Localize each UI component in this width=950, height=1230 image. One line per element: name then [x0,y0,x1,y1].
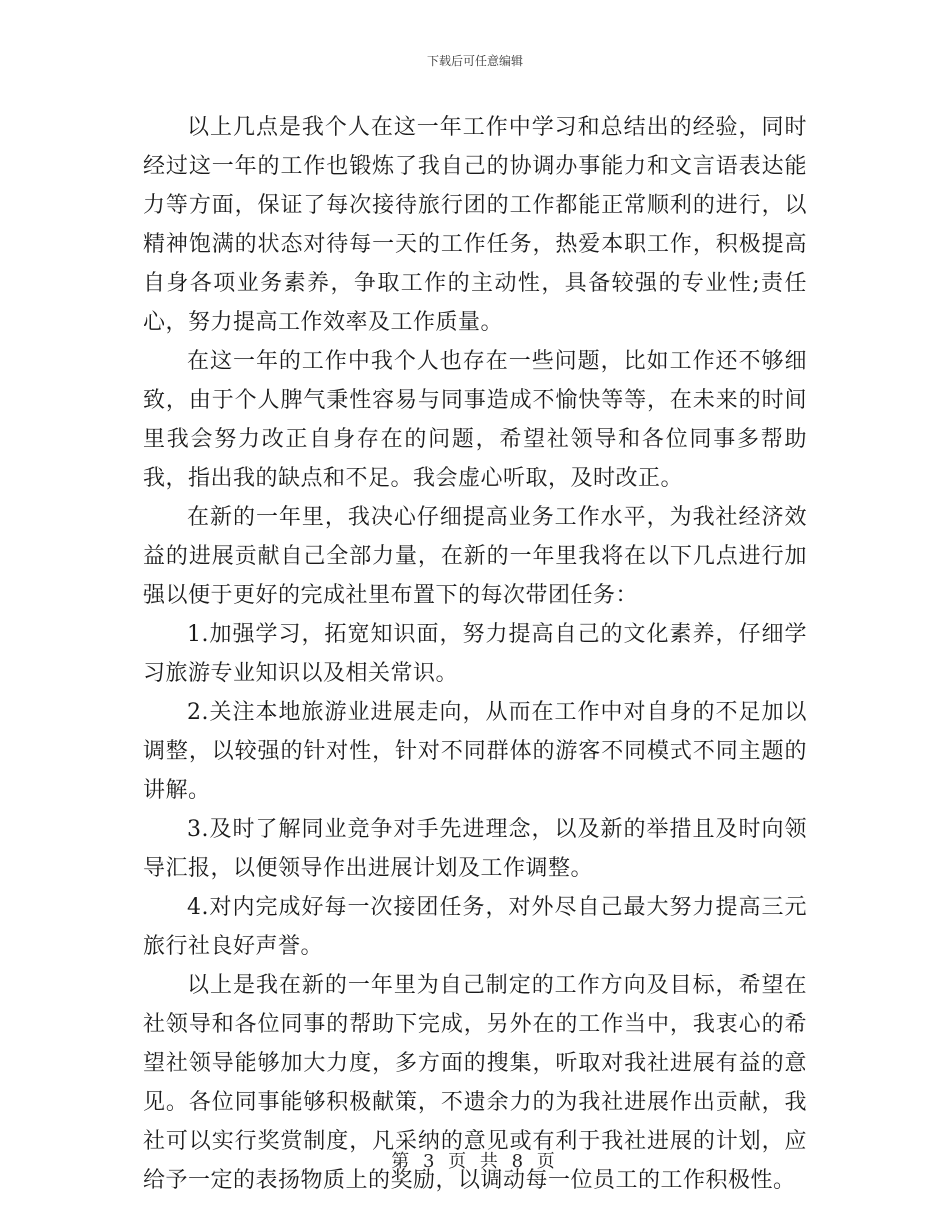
paragraph-experience-summary: 以上几点是我个人在这一年工作中学习和总结出的经验，同时经过这一年的工作也锻炼了我自己的协调办事能力和文言语表达能力等方面，保证了每次接待旅行团的工作都能正常顺利的进行，以精神饱满的状态对待每一天的工作任务，热爱本职工作，积极提高自身各项业务素养，争取工作的主动性，具备较强的专业性;责任心，努力提高工作效率及工作质量。 [143,115,807,335]
list-item-2: 2.关注本地旅游业进展走向，从而在工作中对自身的不足加以调整，以较强的针对性，针对不同群体的游客不同模式不同主题的讲解。 [143,700,807,803]
list-item-3: 3.及时了解同业竞争对手先进理念，以及新的举措且及时向领导汇报，以便领导作出进展计划及工作调整。 [143,817,807,881]
list-item-4: 4.对内完成好每一次接团任务，对外尽自己最大努力提高三元旅行社良好声誉。 [143,895,807,959]
paragraph-goals-conclusion: 以上是我在新的一年里为自己制定的工作方向及目标，希望在社领导和各位同事的帮助下完成，另外在的工作当中，我衷心的希望社领导能够加大力度，多方面的搜集，听取对我社进展有益的意见。各位同事能够积极献策，不遗余力的为我社进展作出贡献，我社可以实行奖赏制度，凡采纳的意见或有利于我社进展的计划，应给予一定的表扬物质上的奖励，以调动每一位员工的工作积极性。 [143,973,807,1193]
page-header: 下载后可任意编辑 [426,54,523,68]
document-body [143,108,807,1200]
paragraph-new-year-plan: 在新的一年里，我决心仔细提高业务工作水平，为我社经济效益的进展贡献自己全部力量，在新的一年里我将在以下几点进行加强以便于更好的完成社里布置下的每次带团任务： [143,505,807,608]
list-item-1: 1.加强学习，拓宽知识面，努力提高自己的文化素养，仔细学习旅游专业知识以及相关常识。 [143,622,807,686]
page-number-footer: 第 3 页 共 8 页 [391,1151,559,1172]
paragraph-problems: 在这一年的工作中我个人也存在一些问题，比如工作还不够细致，由于个人脾气秉性容易与同事造成不愉快等等，在未来的时间里我会努力改正自身存在的问题，希望社领导和各位同事多帮助我，指出我的缺点和不足。我会虚心听取，及时改正。 [143,349,807,491]
